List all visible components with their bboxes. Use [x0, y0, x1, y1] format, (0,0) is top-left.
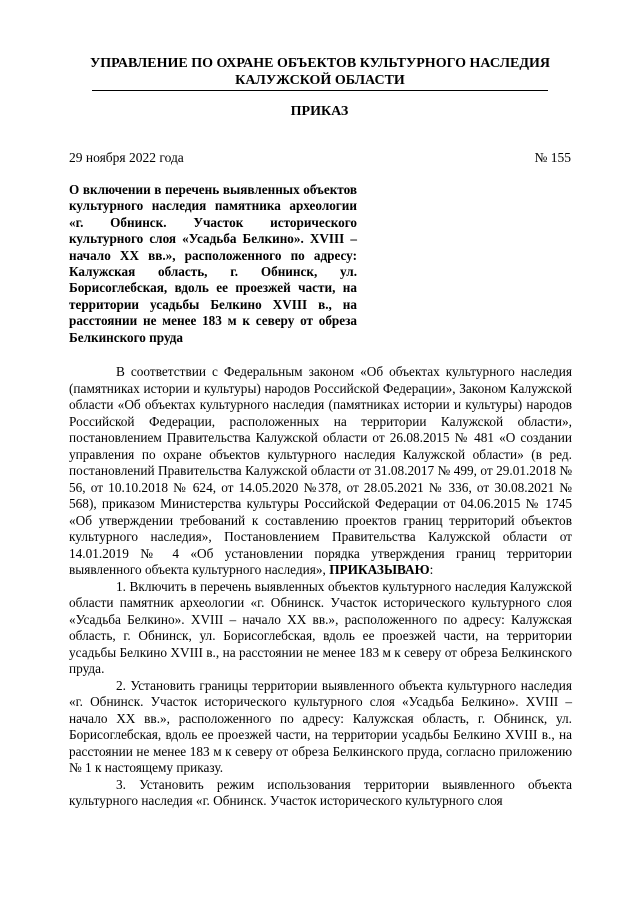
order-item-3: 3. Установить режим использования территории выявленного объекта культурного наследия «г. Обнинск. Участок исторического культурного слоя	[69, 776, 572, 808]
document-subject: О включении в перечень выявленных объектов культурного наследия памятника археологии «г. Обнинск. Участок исторического культурного слоя «Усадьба Белкино». XVIII – начало XX вв.», расположенного по адресу: Калужская область, г. Обнинск, ул. Борисоглебская, вдоль ее проезжей части, на территории усадьбы Белкино XVIII в., на расстоянии не менее 183 м к северу от обреза Белкинского пруда	[69, 182, 357, 345]
preamble-paragraph	[69, 364, 572, 579]
document-type-title: ПРИКАЗ	[290, 104, 349, 119]
order-keyword: ПРИКАЗЫВАЮ	[329, 562, 430, 577]
order-item-2: 2. Установить границы территории выявленного объекта культурного наследия «г. Обнинск. Участок исторического культурного слоя «Усадьба Белкино». XVIII – начало XX вв.», расположенного по адресу: Калужская область, г. Обнинск, ул. Борисоглебская, вдоль ее проезжей части, на территории усадьбы Белкино XVIII в., на расстоянии не менее 183 м к северу от обреза Белкинского пруда, согласно приложению № 1 к настоящему приказу.	[69, 677, 572, 775]
document-body	[69, 364, 572, 810]
keyword-colon: :	[429, 562, 434, 577]
issuing-authority	[40, 55, 600, 91]
document-date: 29 ноября 2022 года	[69, 150, 184, 165]
document-number: № 155	[534, 150, 571, 165]
authority-line-1: УПРАВЛЕНИЕ ПО ОХРАНЕ ОБЪЕКТОВ КУЛЬТУРНОГО НАСЛЕДИЯ	[90, 56, 550, 71]
order-item-1: 1. Включить в перечень выявленных объектов культурного наследия Калужской области памятник археологии «г. Обнинск. Участок исторического культурного слоя «Усадьба Белкино». XVIII – начало XX вв.», расположенного по адресу: Калужская область, г. Обнинск, ул. Борисоглебская, вдоль ее проезжей части, на территории усадьбы Белкино XVIII в., на расстоянии не менее 183 м к северу от обреза Белкинского пруда.	[69, 578, 572, 676]
authority-line-2: КАЛУЖСКОЙ ОБЛАСТИ	[92, 72, 548, 91]
preamble-text: В соответствии с Федеральным законом «Об объектах культурного наследия (памятниках истории и культуры) народов Российской Федерации», Законом Калужской области «Об объектах культурного наследия (памятниках истории и культуры) народов Российской Федерации, расположенных на территории Калужской области», постановлением Правительства Калужской области от 26.08.2015 № 481 «О создании управления по охране объектов культурного наследия Калужской области» (в ред. постановлений Правительства Калужской области от 31.08.2017 № 499, от 29.01.2018 № 56, от 10.10.2018 № 624, от 14.05.2020 №378, от 28.05.2021 № 336, от 30.08.2021 № 568), приказом Министерства культуры Российской Федерации от 04.06.2015 № 1745 «Об утверждении требований к составлению проектов границ территорий объектов культурного наследия», Постановлением Правительства Калужской области от 14.01.2019 № 4 «Об установлении порядка утверждения границ территории выявленного объекта культурного наследия»,	[69, 364, 572, 577]
